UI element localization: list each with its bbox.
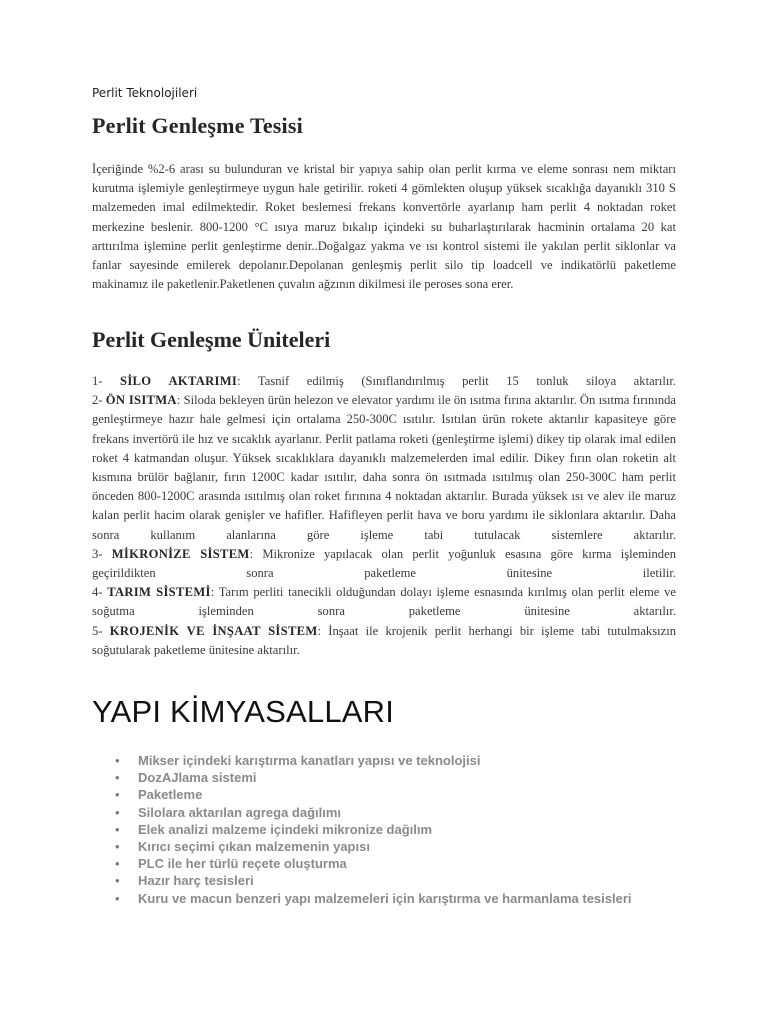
bullet-icon: • [115,856,120,872]
list-item [92,786,668,803]
units-list [92,372,676,660]
unit-number: 5- [92,623,103,638]
list-item [92,752,668,769]
bullet-icon: • [115,770,120,786]
unit-text: : Mikronize yapılacak olan perlit yoğunluk esasına göre kırma işleminden geçirildikten sonra paketleme ünitesine iletilir. [92,546,676,581]
bullet-icon: • [115,839,120,855]
list-item [92,890,668,907]
list-item-text: Kırıcı seçimi çıkan malzemenin yapısı [138,839,370,855]
unit-name: ÖN ISITMA [105,393,177,408]
section-body-genlesme-tesisi: İçeriğinde %2-6 arası su bulunduran ve kristal bir yapıya sahip olan perlit kırma ve eleme sonrası nem miktarı kurutma işlemiyle genleştirmeye uygun hale getirilir. roketi 4 gömlekten oluşup yüksek sıcaklığa dayanıklı 310 S malzemeden imal edilmektedir. Roket beslemesi frekans konvertörle ayarlanıp ham perlit 4 noktadan roket merkezine beslenir. 800-1200 °C ısıya maruz bıkalıp içindeki su buharlaştırılarak hacminin ortalama 20 kat arttırılma işlemine perlit genleştirme denir..Doğalgaz yakma ve ısı kontrol sistemi ile yakılan perlit siklonlar va fanlar sayesinde emilerek depolanır.Depolanan genleşmiş perlit silo tip loadcell ve indikatörlü paketleme makinamız ile paketlenir.Paketlenen çuvalın ağzının dikilmesi ile peroses sona erer. [92,162,676,292]
unit-number: 2- [92,393,103,408]
unit-item-mikronize-sistem [92,545,676,583]
document-header: Perlit Teknolojileri [92,86,198,100]
unit-number: 3- [92,546,103,561]
list-item [92,872,668,889]
unit-number: 1- [92,374,103,388]
section-title-genlesme-tesisi: Perlit Genleşme Tesisi [92,113,303,138]
list-item-text: Mikser içindeki karıştırma kanatları yapısı ve teknolojisi [138,753,481,768]
unit-name: SİLO AKTARIMI [120,374,238,388]
list-item-text: Kuru ve macun benzeri yapı malzemeleri için karıştırma ve harmanlama tesisleri [138,890,632,906]
list-item-text: Elek analizi malzeme içindeki mikronize dağılım [138,821,433,837]
list-item-text: Silolara aktarılan agrega dağılımı [138,804,342,820]
unit-number: 4- [92,585,103,600]
list-item-text: Paketleme [138,787,203,803]
bullet-list [92,752,676,907]
unit-text: : Tarım perliti tanecikli olduğundan dolayı işleme esnasında kırılmış olan perlit eleme ve soğutma işleminden sonra paketleme ünitesine aktarılır. [92,585,676,619]
unit-text: : Siloda bekleyen ürün helezon ve elevator yardımı ile ön ısıtma fırına aktarılır. Ön ısıtma fırınında genleştirmeye hazır hale gelmesi için ortalama 250-300C ısıtılır. Isıtılan ürün rokete aktarılır kapasiteye göre frekans invertörü ile hız ve sıcaklık ayarlanır. Perlit patlama roketi (genleştirme işlemi) dikey tip olarak imal edilen roket 4 katmandan oluşur. Yüksek sıcaklıklara dayanıklı malzemelerden imal edilir. Dikey fırın olan roketin alt kısmına brülör bağlanır, fırın 1200C kadar ısıtılır, daha sonra ön ısıtmada ısıtılmış olan 250-300C ham perlit önceden 800-1200C arasında ısıtılmış olan roket fırınına 4 noktadan aktarılır. Burada yüksek ısı ve alev ile maruz kalan perlit hacim olarak genişler ve hafifler. Hafifleyen perlit hava ve boru yardımı ile siklonlara aktarılır. Daha sonra kullanım alanlarına göre işleme tabi tutulacak sistemlere aktarılır. [92,393,677,542]
unit-name: KROJENİK VE İNŞAAT SİSTEM [109,623,318,638]
bullet-icon: • [115,821,120,837]
unit-item-tarim-sistemi [92,583,676,621]
bullet-icon: • [115,873,120,889]
list-item [92,821,668,838]
list-item [92,769,668,786]
list-item [92,804,668,821]
bullet-icon: • [115,890,120,906]
list-item-text: PLC ile her türlü reçete oluşturma [138,856,347,872]
section-title-yapi-kimyasallari: YAPI KİMYASALLARI [92,694,395,729]
unit-item-krojenik-insaat [92,622,676,660]
unit-item-silo-aktarimi [92,372,676,391]
unit-text: : İnşaat ile krojenik perlit herhangi bir işleme tabi tutulmaksızın soğutularak paketleme ünitesine aktarılır. [92,623,676,657]
unit-item-on-isitma [92,391,676,545]
list-item [92,838,668,855]
list-item [92,855,668,872]
bullet-icon: • [115,753,120,768]
section-title-genlesme-uniteleri: Perlit Genleşme Üniteleri [92,327,331,352]
bullet-icon: • [115,787,120,803]
bullet-icon: • [115,804,120,820]
list-item-text: DozAJlama sistemi [138,770,257,786]
unit-name: TARIM SİSTEMİ [107,585,211,600]
list-item-text: Hazır harç tesisleri [138,873,254,889]
unit-name: MİKRONİZE SİSTEM [111,546,250,561]
unit-text: : Tasnif edilmiş (Sınıflandırılmış perlit 15 tonluk siloya aktarılır. [237,374,676,388]
